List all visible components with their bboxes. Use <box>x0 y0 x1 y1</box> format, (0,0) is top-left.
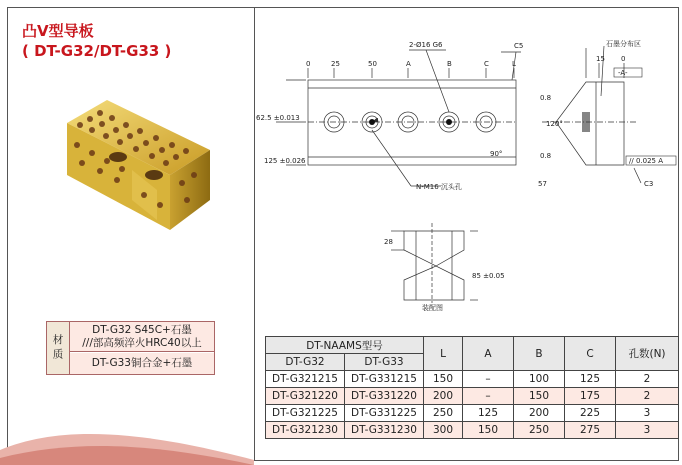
material-g33: DT-G33铜合金+石墨 <box>70 353 214 374</box>
cell-l: 250 <box>424 405 463 422</box>
cell-n: 3 <box>616 422 679 439</box>
dim-top-0: 0 <box>306 60 311 68</box>
spec-table <box>265 336 679 439</box>
cell-c: 275 <box>565 422 616 439</box>
cell-b: 100 <box>514 371 565 388</box>
col-g32: DT-G32 <box>266 354 345 371</box>
hole-note: 2-Ø16 G6 <box>409 41 443 49</box>
cell-a: 150 <box>463 422 514 439</box>
table-row <box>266 371 679 388</box>
side-0-8-top: 0.8 <box>540 94 552 102</box>
col-b: B <box>514 337 565 371</box>
col-holes: 孔数(N) <box>616 337 679 371</box>
cell-a: – <box>463 371 514 388</box>
chamfer-c5: C5 <box>514 42 524 50</box>
cell-n: 2 <box>616 388 679 405</box>
cell-g33: DT-G331215 <box>345 371 424 388</box>
material-box <box>46 321 215 375</box>
dim-125: 125 ±0.026 <box>264 157 306 165</box>
material-g32: DT-G32 S45C+石墨 ///部高频淬火HRC40以上 <box>70 322 214 352</box>
cell-a: – <box>463 388 514 405</box>
cell-b: 250 <box>514 422 565 439</box>
side-15: 15 <box>596 55 605 63</box>
product-title: 凸V型导板 <box>22 22 94 40</box>
dim-top-c: C <box>484 60 489 68</box>
dim-top-a: A <box>406 60 411 68</box>
col-a: A <box>463 337 514 371</box>
cell-b: 150 <box>514 388 565 405</box>
technical-drawing <box>256 8 676 312</box>
cell-b: 200 <box>514 405 565 422</box>
side-57: 57 <box>538 180 547 188</box>
cell-c: 175 <box>565 388 616 405</box>
col-l: L <box>424 337 463 371</box>
product-photo <box>62 95 212 235</box>
side-120: 120° <box>546 120 563 128</box>
cell-n: 3 <box>616 405 679 422</box>
cell-g32: DT-G321215 <box>266 371 345 388</box>
side-0-8-bottom: 0.8 <box>540 152 552 160</box>
cell-g33: DT-G331225 <box>345 405 424 422</box>
graphite-note: 石墨分布区 <box>606 40 641 48</box>
cell-g33: DT-G331230 <box>345 422 424 439</box>
cell-g32: DT-G321230 <box>266 422 345 439</box>
table-row <box>266 422 679 439</box>
dim-62-5: 62.5 ±0.013 <box>256 114 300 122</box>
parallel-tolerance: // 0.025 A <box>629 157 663 165</box>
table-header-row <box>266 337 679 354</box>
decorative-wave <box>0 420 254 465</box>
cell-g32: DT-G321225 <box>266 405 345 422</box>
cell-g32: DT-G321220 <box>266 388 345 405</box>
datum-a: -A- <box>618 69 628 77</box>
dim-top-25: 25 <box>331 60 340 68</box>
material-label: 材质 <box>47 322 70 374</box>
cell-a: 125 <box>463 405 514 422</box>
angle-90: 90° <box>490 150 503 158</box>
col-g33: DT-G33 <box>345 354 424 371</box>
cell-n: 2 <box>616 371 679 388</box>
panel-divider <box>254 8 255 460</box>
cell-l: 150 <box>424 371 463 388</box>
table-row <box>266 388 679 405</box>
col-c: C <box>565 337 616 371</box>
cell-c: 225 <box>565 405 616 422</box>
asm-caption: 装配图 <box>422 304 443 312</box>
cell-c: 125 <box>565 371 616 388</box>
cell-l: 300 <box>424 422 463 439</box>
table-row <box>266 405 679 422</box>
dim-top-l: L <box>512 60 516 68</box>
asm-dim-85: 85 ±0.05 <box>472 272 505 280</box>
cell-l: 200 <box>424 388 463 405</box>
screw-note: N-M16 沉头孔 <box>416 183 462 191</box>
dim-top-50: 50 <box>368 60 377 68</box>
product-model-subtitle: ( DT-G32/DT-G33 ) <box>22 42 172 60</box>
side-c3: C3 <box>644 180 654 188</box>
asm-dim-28: 28 <box>384 238 393 246</box>
dim-top-b: B <box>447 60 452 68</box>
cell-g33: DT-G331220 <box>345 388 424 405</box>
side-0: 0 <box>621 55 626 63</box>
group-header: DT-NAAMS型号 <box>266 337 424 354</box>
